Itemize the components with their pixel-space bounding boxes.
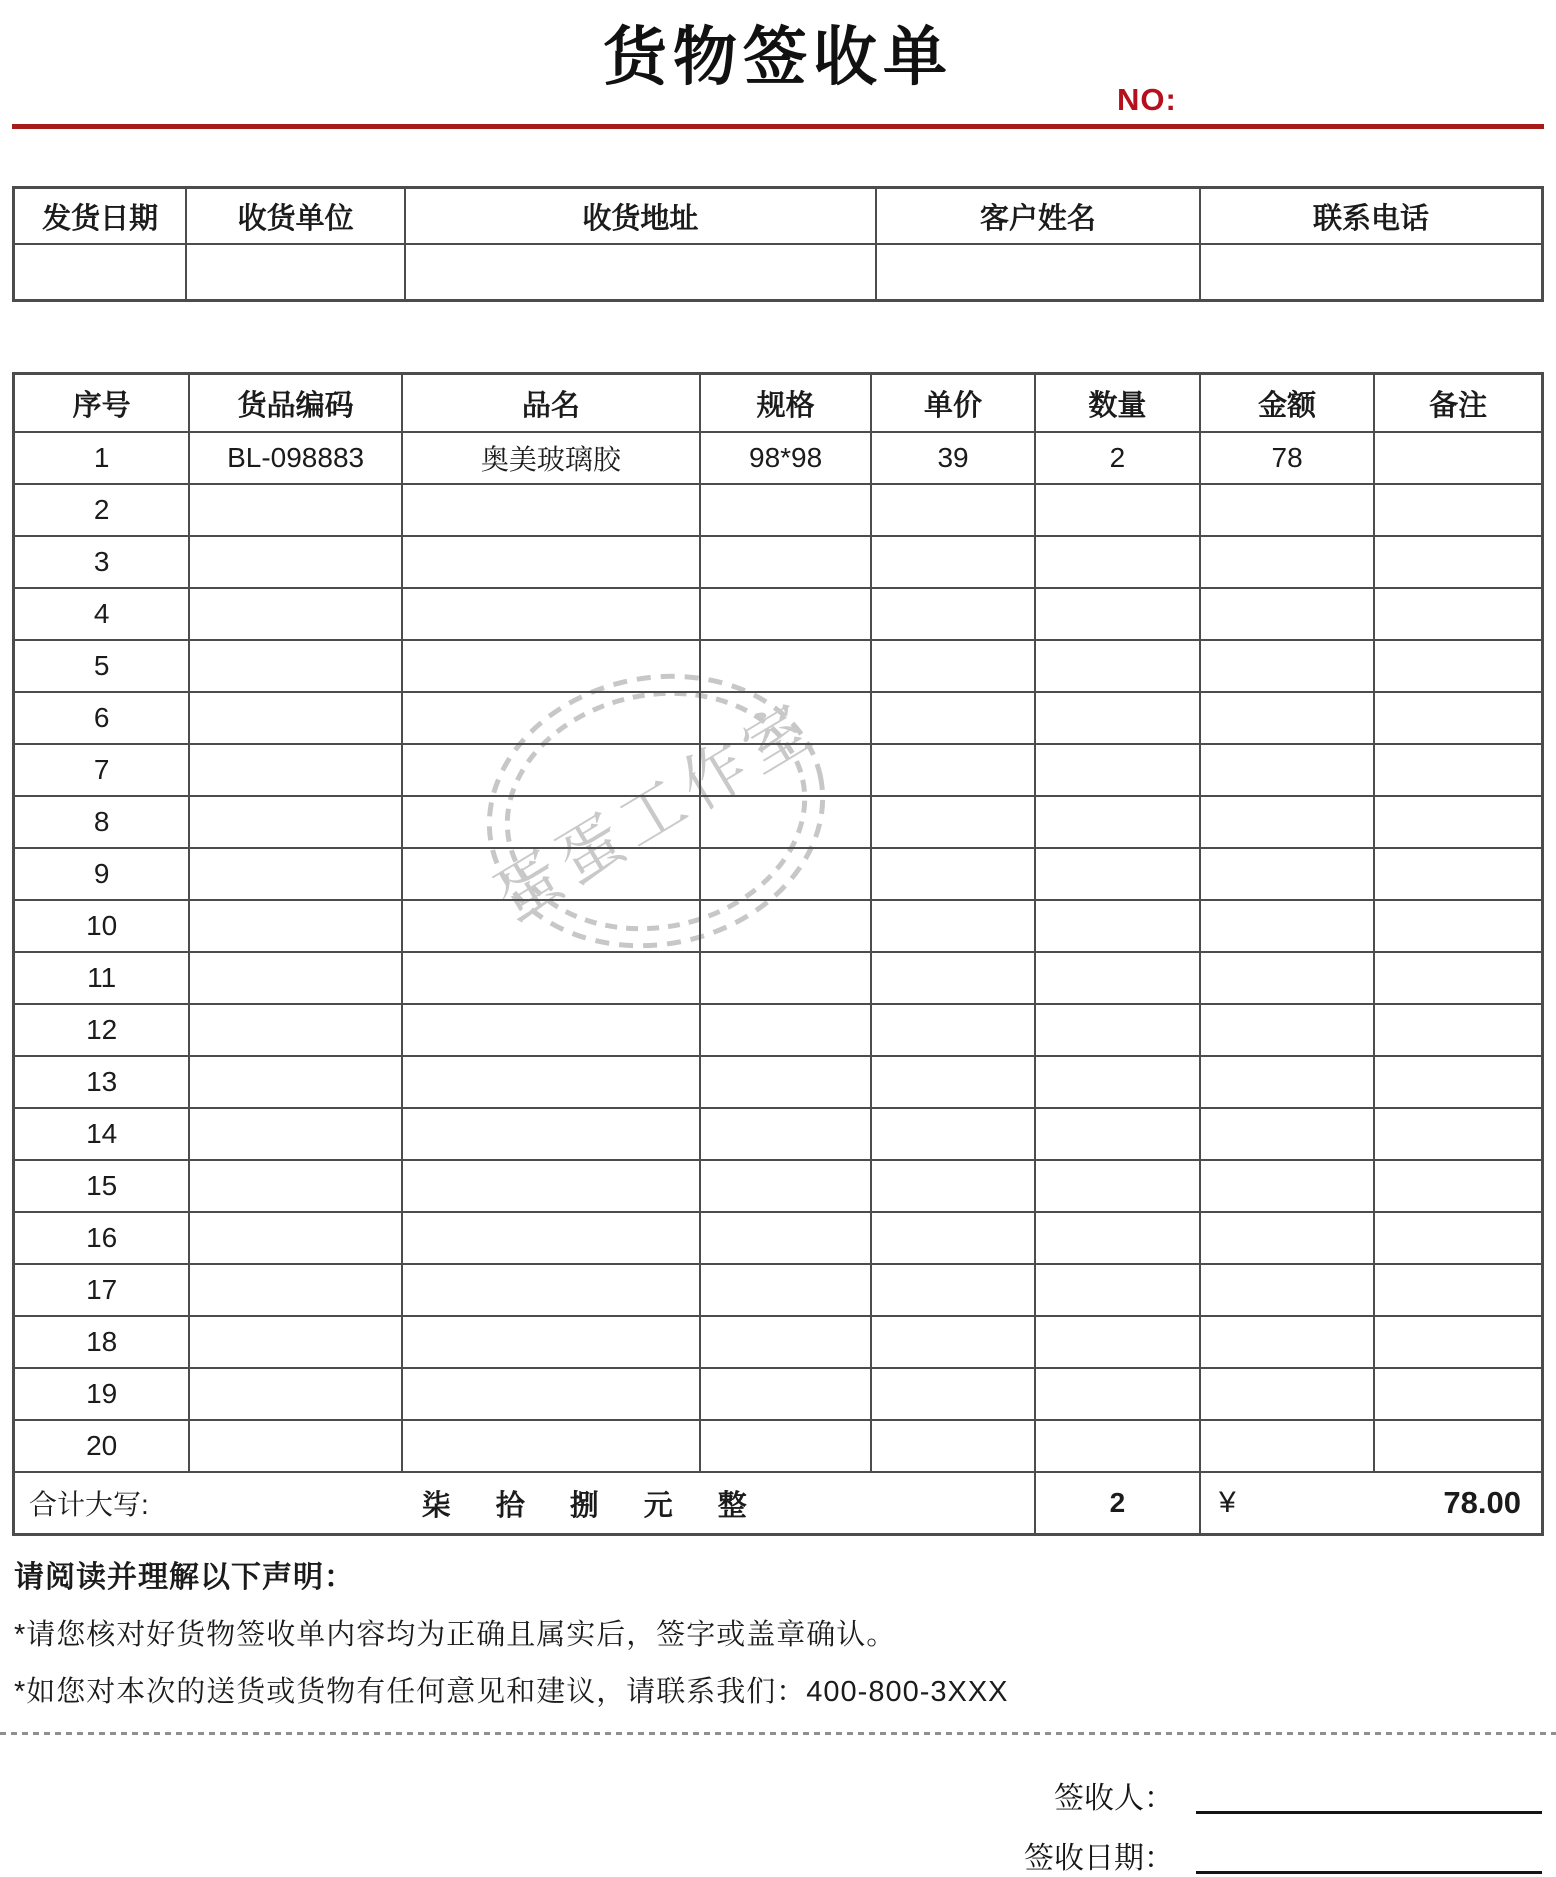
item-code-cell bbox=[189, 796, 402, 848]
item-qty-cell bbox=[1035, 484, 1200, 536]
item-remark-cell bbox=[1374, 536, 1542, 588]
item-name-cell bbox=[402, 588, 700, 640]
item-code-cell bbox=[189, 952, 402, 1004]
item-spec-cell bbox=[700, 1316, 871, 1368]
total-row bbox=[14, 1472, 1543, 1535]
item-amount-cell bbox=[1200, 536, 1374, 588]
info-header-row bbox=[14, 188, 1543, 245]
item-spec-cell bbox=[700, 900, 871, 952]
item-remark-cell bbox=[1374, 900, 1542, 952]
item-spec-cell: 98*98 bbox=[700, 432, 871, 484]
item-row bbox=[14, 952, 1543, 1004]
total-amount-in-words: 柒 拾 捌 元 整 bbox=[421, 1489, 755, 1522]
item-qty-cell bbox=[1035, 1264, 1200, 1316]
item-price-cell bbox=[871, 952, 1035, 1004]
item-row bbox=[14, 1264, 1543, 1316]
item-amount-cell bbox=[1200, 1316, 1374, 1368]
item-remark-cell bbox=[1374, 692, 1542, 744]
item-remark-cell bbox=[1374, 744, 1542, 796]
item-name-cell bbox=[402, 744, 700, 796]
item-remark-cell bbox=[1374, 1056, 1542, 1108]
item-amount-cell bbox=[1200, 1212, 1374, 1264]
sign-date-label: 签收日期： bbox=[1024, 1842, 1174, 1875]
item-seq-cell: 19 bbox=[14, 1368, 190, 1420]
item-name-cell bbox=[402, 1420, 700, 1472]
dotted-cut-line bbox=[0, 1732, 1556, 1735]
item-row bbox=[14, 1316, 1543, 1368]
item-amount-cell bbox=[1200, 744, 1374, 796]
info-value-contact-phone bbox=[1200, 244, 1543, 301]
item-amount-cell bbox=[1200, 640, 1374, 692]
item-name-cell bbox=[402, 1108, 700, 1160]
items-header-remark: 备注 bbox=[1374, 374, 1542, 433]
item-spec-cell bbox=[700, 588, 871, 640]
item-price-cell bbox=[871, 1108, 1035, 1160]
item-amount-cell bbox=[1200, 588, 1374, 640]
item-seq-cell: 14 bbox=[14, 1108, 190, 1160]
items-header-price: 单价 bbox=[871, 374, 1035, 433]
info-value-ship-date bbox=[14, 244, 187, 301]
item-code-cell bbox=[189, 848, 402, 900]
item-spec-cell bbox=[700, 692, 871, 744]
item-spec-cell bbox=[700, 744, 871, 796]
item-seq-cell: 5 bbox=[14, 640, 190, 692]
item-qty-cell bbox=[1035, 1056, 1200, 1108]
items-header-spec: 规格 bbox=[700, 374, 871, 433]
item-remark-cell bbox=[1374, 1160, 1542, 1212]
item-name-cell bbox=[402, 1056, 700, 1108]
item-seq-cell: 3 bbox=[14, 536, 190, 588]
item-price-cell: 39 bbox=[871, 432, 1035, 484]
item-price-cell bbox=[871, 640, 1035, 692]
info-value-customer-name bbox=[876, 244, 1200, 301]
item-name-cell: 奥美玻璃胶 bbox=[402, 432, 700, 484]
info-value-row bbox=[14, 244, 1543, 301]
item-amount-cell bbox=[1200, 1108, 1374, 1160]
info-value-receiver-address bbox=[405, 244, 876, 301]
item-spec-cell bbox=[700, 1264, 871, 1316]
item-amount-cell bbox=[1200, 1264, 1374, 1316]
item-seq-cell: 12 bbox=[14, 1004, 190, 1056]
item-spec-cell bbox=[700, 1420, 871, 1472]
item-remark-cell bbox=[1374, 1212, 1542, 1264]
item-spec-cell bbox=[700, 952, 871, 1004]
signer-row bbox=[1054, 1772, 1542, 1817]
item-code-cell bbox=[189, 1108, 402, 1160]
item-name-cell bbox=[402, 640, 700, 692]
item-name-cell bbox=[402, 1316, 700, 1368]
info-header-ship-date: 发货日期 bbox=[14, 188, 187, 245]
item-qty-cell bbox=[1035, 900, 1200, 952]
item-name-cell bbox=[402, 796, 700, 848]
notice-section bbox=[14, 1552, 1009, 1710]
item-spec-cell bbox=[700, 1108, 871, 1160]
item-spec-cell bbox=[700, 1368, 871, 1420]
item-seq-cell: 16 bbox=[14, 1212, 190, 1264]
total-quantity: 2 bbox=[1035, 1472, 1200, 1535]
item-row bbox=[14, 640, 1543, 692]
item-price-cell bbox=[871, 744, 1035, 796]
item-qty-cell bbox=[1035, 588, 1200, 640]
item-row bbox=[14, 692, 1543, 744]
item-seq-cell: 13 bbox=[14, 1056, 190, 1108]
item-row bbox=[14, 432, 1543, 484]
item-code-cell bbox=[189, 1264, 402, 1316]
item-qty-cell bbox=[1035, 744, 1200, 796]
info-header-receiver-unit: 收货单位 bbox=[186, 188, 405, 245]
item-seq-cell: 1 bbox=[14, 432, 190, 484]
item-spec-cell bbox=[700, 484, 871, 536]
item-spec-cell bbox=[700, 796, 871, 848]
item-remark-cell bbox=[1374, 1316, 1542, 1368]
item-row bbox=[14, 1108, 1543, 1160]
item-code-cell bbox=[189, 536, 402, 588]
item-qty-cell bbox=[1035, 1108, 1200, 1160]
item-remark-cell bbox=[1374, 484, 1542, 536]
item-row bbox=[14, 588, 1543, 640]
item-remark-cell bbox=[1374, 432, 1542, 484]
items-table bbox=[12, 372, 1544, 1536]
item-amount-cell bbox=[1200, 692, 1374, 744]
item-amount-cell bbox=[1200, 484, 1374, 536]
item-spec-cell bbox=[700, 1004, 871, 1056]
item-spec-cell bbox=[700, 848, 871, 900]
item-price-cell bbox=[871, 1420, 1035, 1472]
item-remark-cell bbox=[1374, 588, 1542, 640]
item-row bbox=[14, 796, 1543, 848]
item-seq-cell: 10 bbox=[14, 900, 190, 952]
item-price-cell bbox=[871, 1368, 1035, 1420]
item-remark-cell bbox=[1374, 1264, 1542, 1316]
item-name-cell bbox=[402, 692, 700, 744]
item-qty-cell bbox=[1035, 848, 1200, 900]
item-seq-cell: 9 bbox=[14, 848, 190, 900]
item-amount-cell bbox=[1200, 1160, 1374, 1212]
items-header-amount: 金额 bbox=[1200, 374, 1374, 433]
item-code-cell bbox=[189, 1368, 402, 1420]
item-seq-cell: 8 bbox=[14, 796, 190, 848]
currency-symbol: ¥ bbox=[1218, 1486, 1236, 1519]
item-qty-cell bbox=[1035, 1316, 1200, 1368]
item-seq-cell: 15 bbox=[14, 1160, 190, 1212]
total-words-label: 合计大写: bbox=[29, 1489, 149, 1520]
total-words-cell bbox=[14, 1472, 1035, 1535]
item-qty-cell bbox=[1035, 1212, 1200, 1264]
item-qty-cell bbox=[1035, 640, 1200, 692]
item-row bbox=[14, 1056, 1543, 1108]
item-amount-cell bbox=[1200, 1056, 1374, 1108]
items-header-seq: 序号 bbox=[14, 374, 190, 433]
item-price-cell bbox=[871, 1316, 1035, 1368]
item-remark-cell bbox=[1374, 1108, 1542, 1160]
notice-line-1: *请您核对好货物签收单内容均为正确且属实后，签字或盖章确认。 bbox=[14, 1619, 897, 1651]
title-divider-rule bbox=[12, 124, 1544, 129]
item-qty-cell bbox=[1035, 692, 1200, 744]
total-amount-cell bbox=[1200, 1472, 1543, 1535]
item-seq-cell: 11 bbox=[14, 952, 190, 1004]
item-amount-cell bbox=[1200, 1368, 1374, 1420]
item-name-cell bbox=[402, 1004, 700, 1056]
signer-signature-line bbox=[1196, 1778, 1542, 1814]
item-remark-cell bbox=[1374, 1368, 1542, 1420]
item-amount-cell: 78 bbox=[1200, 432, 1374, 484]
page-title: 货物签收单 bbox=[603, 21, 953, 93]
item-qty-cell bbox=[1035, 536, 1200, 588]
item-row bbox=[14, 1420, 1543, 1472]
item-qty-cell bbox=[1035, 1004, 1200, 1056]
item-spec-cell bbox=[700, 1160, 871, 1212]
item-price-cell bbox=[871, 484, 1035, 536]
item-price-cell bbox=[871, 588, 1035, 640]
item-qty-cell bbox=[1035, 796, 1200, 848]
item-qty-cell bbox=[1035, 1420, 1200, 1472]
item-remark-cell bbox=[1374, 1420, 1542, 1472]
item-row bbox=[14, 744, 1543, 796]
info-header-customer-name: 客户姓名 bbox=[876, 188, 1200, 245]
item-amount-cell bbox=[1200, 1004, 1374, 1056]
item-seq-cell: 17 bbox=[14, 1264, 190, 1316]
item-remark-cell bbox=[1374, 848, 1542, 900]
item-name-cell bbox=[402, 952, 700, 1004]
item-remark-cell bbox=[1374, 952, 1542, 1004]
item-name-cell bbox=[402, 536, 700, 588]
sign-date-line bbox=[1196, 1838, 1542, 1874]
item-price-cell bbox=[871, 1056, 1035, 1108]
item-row bbox=[14, 536, 1543, 588]
item-price-cell bbox=[871, 1160, 1035, 1212]
item-spec-cell bbox=[700, 536, 871, 588]
items-header-row bbox=[14, 374, 1543, 433]
shipping-info-table bbox=[12, 186, 1544, 302]
notice-line-2: *如您对本次的送货或货物有任何意见和建议，请联系我们：400-800-3XXX bbox=[14, 1676, 1009, 1708]
item-price-cell bbox=[871, 692, 1035, 744]
item-spec-cell bbox=[700, 1056, 871, 1108]
item-seq-cell: 20 bbox=[14, 1420, 190, 1472]
item-name-cell bbox=[402, 1368, 700, 1420]
item-code-cell bbox=[189, 1316, 402, 1368]
item-code-cell bbox=[189, 588, 402, 640]
item-name-cell bbox=[402, 848, 700, 900]
item-amount-cell bbox=[1200, 952, 1374, 1004]
item-seq-cell: 18 bbox=[14, 1316, 190, 1368]
item-code-cell bbox=[189, 1160, 402, 1212]
item-seq-cell: 7 bbox=[14, 744, 190, 796]
item-spec-cell bbox=[700, 1212, 871, 1264]
item-row bbox=[14, 484, 1543, 536]
item-amount-cell bbox=[1200, 848, 1374, 900]
item-seq-cell: 4 bbox=[14, 588, 190, 640]
item-remark-cell bbox=[1374, 1004, 1542, 1056]
item-price-cell bbox=[871, 848, 1035, 900]
item-amount-cell bbox=[1200, 796, 1374, 848]
item-code-cell bbox=[189, 640, 402, 692]
item-price-cell bbox=[871, 796, 1035, 848]
total-amount-value: 78.00 bbox=[1443, 1485, 1521, 1520]
item-price-cell bbox=[871, 1212, 1035, 1264]
item-qty-cell bbox=[1035, 952, 1200, 1004]
item-price-cell bbox=[871, 536, 1035, 588]
items-header-code: 货品编码 bbox=[189, 374, 402, 433]
item-name-cell bbox=[402, 1264, 700, 1316]
item-code-cell bbox=[189, 1004, 402, 1056]
item-name-cell bbox=[402, 900, 700, 952]
item-name-cell bbox=[402, 1160, 700, 1212]
item-amount-cell bbox=[1200, 900, 1374, 952]
items-header-name: 品名 bbox=[402, 374, 700, 433]
item-spec-cell bbox=[700, 640, 871, 692]
item-code-cell bbox=[189, 1212, 402, 1264]
item-name-cell bbox=[402, 484, 700, 536]
watermark-text: 蛋蛋工作室 bbox=[483, 687, 829, 935]
item-row bbox=[14, 900, 1543, 952]
item-row bbox=[14, 1160, 1543, 1212]
item-code-cell: BL-098883 bbox=[189, 432, 402, 484]
info-value-receiver-unit bbox=[186, 244, 405, 301]
item-remark-cell bbox=[1374, 640, 1542, 692]
info-header-contact-phone: 联系电话 bbox=[1200, 188, 1543, 245]
notice-heading: 请阅读并理解以下声明： bbox=[14, 1561, 355, 1594]
item-code-cell bbox=[189, 900, 402, 952]
item-code-cell bbox=[189, 744, 402, 796]
items-header-qty: 数量 bbox=[1035, 374, 1200, 433]
item-row bbox=[14, 1212, 1543, 1264]
item-code-cell bbox=[189, 1420, 402, 1472]
signer-label: 签收人： bbox=[1054, 1782, 1174, 1815]
item-price-cell bbox=[871, 1264, 1035, 1316]
sign-date-row bbox=[1024, 1832, 1542, 1877]
item-row bbox=[14, 1004, 1543, 1056]
item-qty-cell bbox=[1035, 1160, 1200, 1212]
item-remark-cell bbox=[1374, 796, 1542, 848]
item-code-cell bbox=[189, 1056, 402, 1108]
item-code-cell bbox=[189, 484, 402, 536]
info-header-receiver-address: 收货地址 bbox=[405, 188, 876, 245]
document-number-label: NO: bbox=[1117, 82, 1177, 117]
item-seq-cell: 6 bbox=[14, 692, 190, 744]
item-row bbox=[14, 1368, 1543, 1420]
item-price-cell bbox=[871, 1004, 1035, 1056]
item-name-cell bbox=[402, 1212, 700, 1264]
item-row bbox=[14, 848, 1543, 900]
item-qty-cell bbox=[1035, 1368, 1200, 1420]
item-qty-cell: 2 bbox=[1035, 432, 1200, 484]
item-seq-cell: 2 bbox=[14, 484, 190, 536]
item-code-cell bbox=[189, 692, 402, 744]
item-price-cell bbox=[871, 900, 1035, 952]
item-amount-cell bbox=[1200, 1420, 1374, 1472]
